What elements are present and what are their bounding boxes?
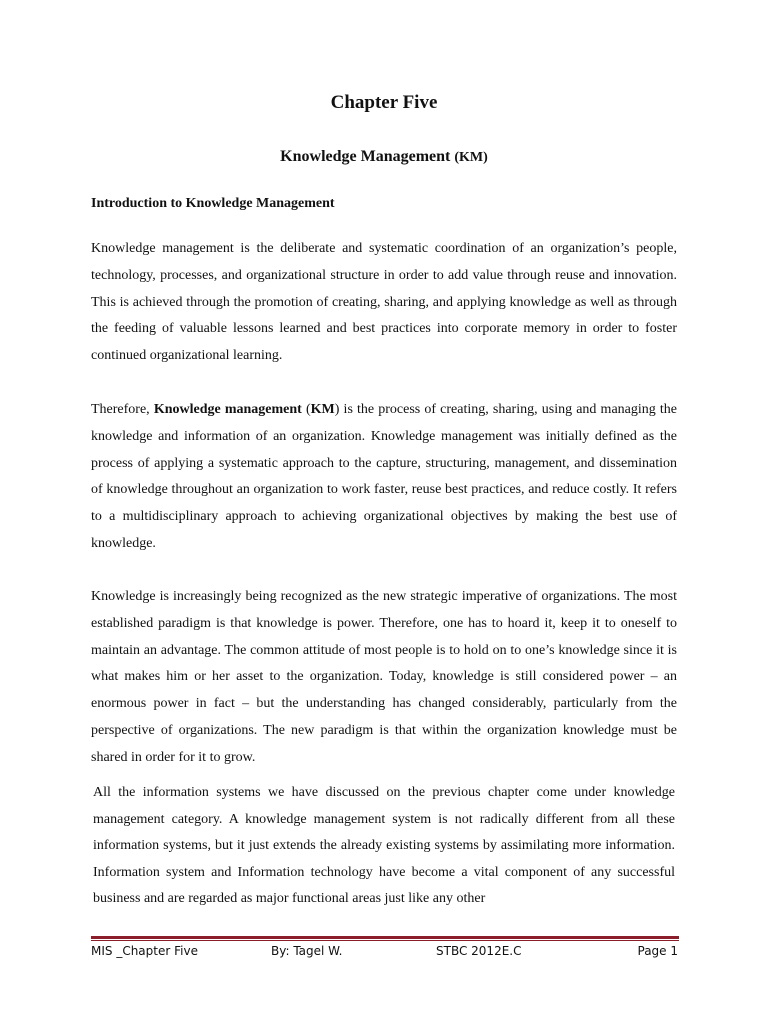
paragraph-km-systems: All the information systems we have discussed on the previous chapter come under knowledge management category. A knowledge management system is not radically different from all these information systems, but it just extends the already existing systems by assimilating more information. Information system and Information technology have become a vital component of any successful business and are regarded as major functional areas just like any other	[93, 785, 675, 907]
section-title	[0, 148, 768, 166]
p2-term: Knowledge management	[153, 402, 302, 417]
paragraph-knowledge-power: Knowledge is increasingly being recognized as the new strategic imperative of organizations. The most established paradigm is that knowledge is power. Therefore, one has to hoard it, keep it to oneself to maintain an advantage. The common attitude of most people is to hold on to one’s knowledge since it is what makes him or her asset to the organization. Today, knowledge is still considered power – an enormous power in fact – but the understanding has changed considerably, particularly from the perspective of organizations. The new paradigm is that within the organization knowledge must be shared in order for it to grow.	[91, 589, 677, 765]
footer-doc-name: MIS _Chapter Five	[91, 944, 198, 958]
section-title-abbr: (KM)	[454, 150, 488, 165]
section-title-text: Knowledge Management	[280, 148, 451, 165]
footer-rule	[91, 936, 679, 941]
footer-author: By: Tagel W.	[271, 944, 343, 958]
p2-open: (	[305, 402, 311, 417]
chapter-title: Chapter Five	[330, 92, 438, 113]
paragraph-definition: Knowledge management is the deliberate and systematic coordination of an organization’s people, technology, processes, and organizational structure in order to add value through reuse and innovation. This is achieved through the promotion of creating, sharing, and applying knowledge as well as through the feeding of valuable lessons learned and best practices into corporate memory in order to foster continued organizational learning.	[91, 241, 677, 364]
p2-rest: ) is the process of creating, sharing, using and managing the knowledge and information of an organization. Knowledge management was initially defined as the process of applying a systematic approach to the capture, structuring, management, and dissemination of knowledge throughout an organization to work faster, reuse best practices, and reduce costly. It refers to a multidisciplinary approach to achieving organizational objectives by making the best use of knowledge.	[91, 402, 677, 551]
footer-page-number: Page 1	[637, 944, 678, 958]
footer-institution: STBC 2012E.C	[436, 944, 522, 958]
paragraph-km-process	[91, 397, 677, 558]
p2-abbr: KM	[310, 402, 335, 417]
intro-heading: Introduction to Knowledge Management	[91, 196, 335, 211]
p2-lead: Therefore,	[91, 402, 150, 417]
